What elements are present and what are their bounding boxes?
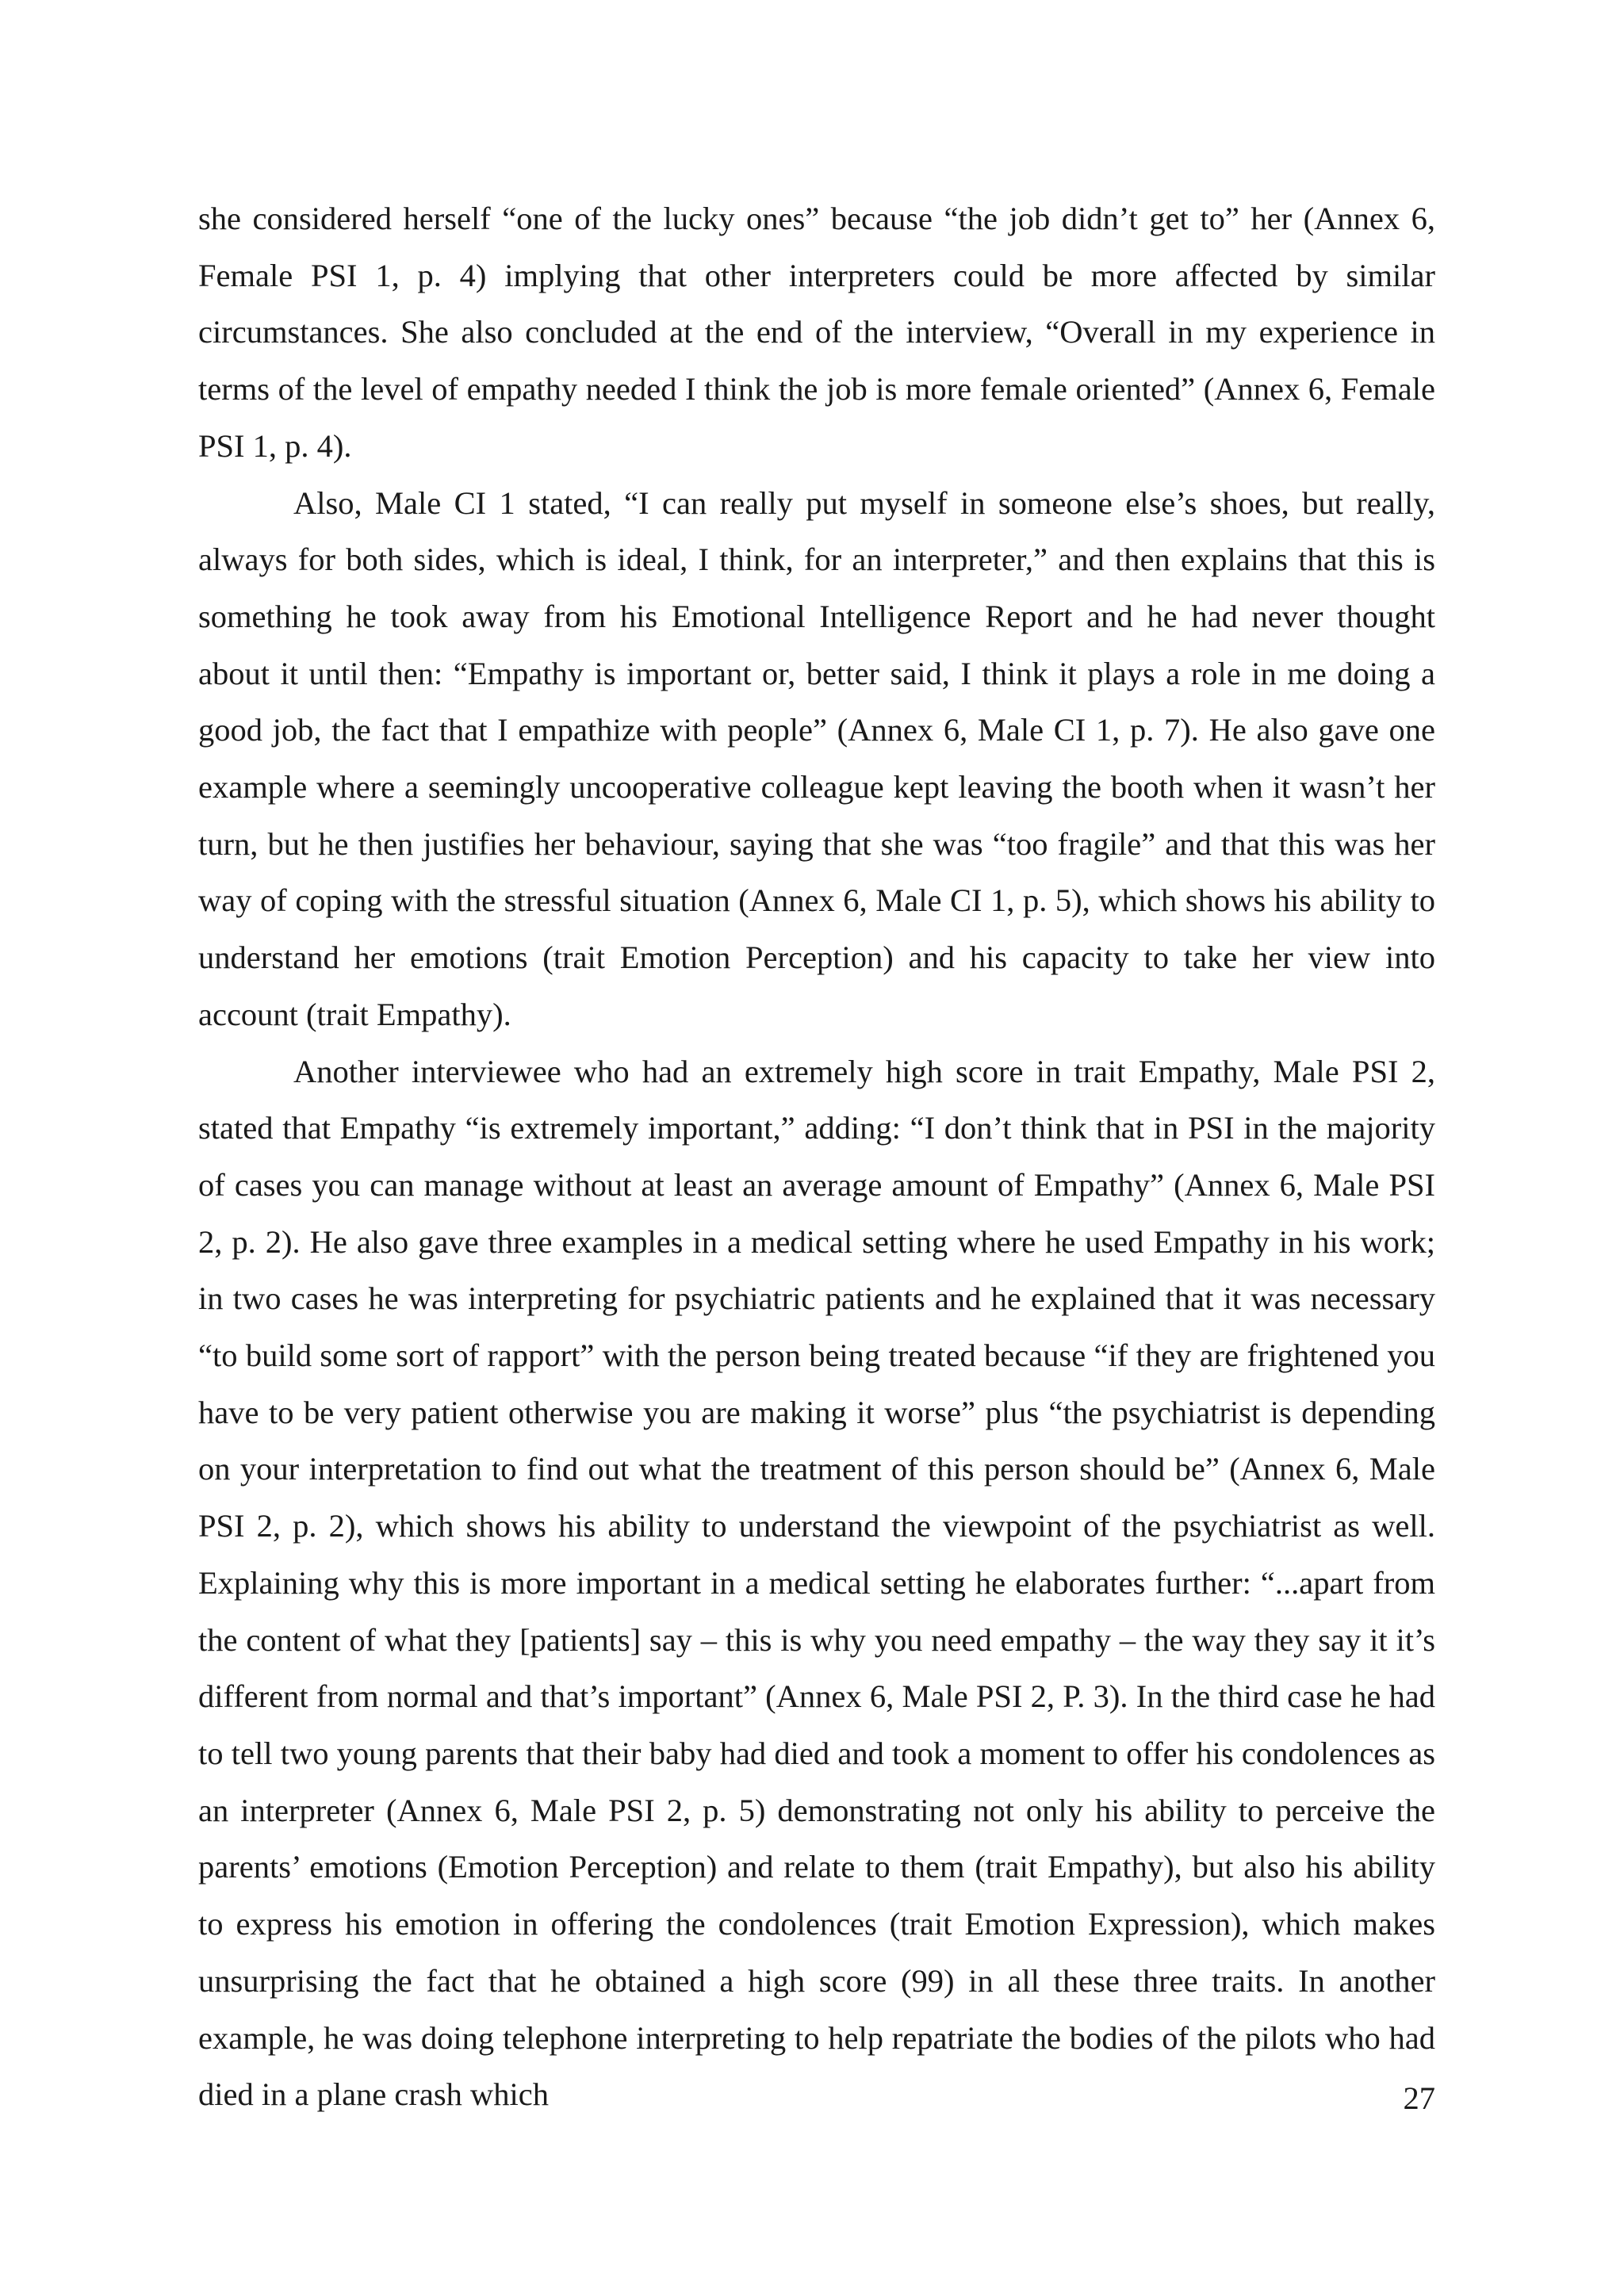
paragraph-male-ci-1: Also, Male CI 1 stated, “I can really put myself in someone else’s shoes, but really, always for both sides, which is ideal, I think, for an interpreter,” and then explains that this is something he took away from his Emotional Intelligence Report and he had never thought about it until then: “Empathy is important or, better said, I think it plays a role in me doing a good job, the fact that I empathize with people” (Annex 6, Male CI 1, p. 7). He also gave one example where a seemingly uncooperative colleague kept leaving the booth when it wasn’t her turn, but he then justifies her behaviour, saying that she was “too fragile” and that this was her way of coping with the stressful situation (Annex 6, Male CI 1, p. 5), which shows his ability to understand her emotions (trait Emotion Perception) and his capacity to take her view into account (trait Empathy). xyxy=(198,484,1435,1032)
page-number: 27 xyxy=(1403,2080,1435,2116)
body-text xyxy=(198,190,1435,2123)
paragraph-male-psi-2: Another interviewee who had an extremely high score in trait Empathy, Male PSI 2, stated that Empathy “is extremely important,” adding: “I don’t think that in PSI in the majority of cases you can manage without at least an average amount of Empathy” (Annex 6, Male PSI 2, p. 2). He also gave three examples in a medical setting where he used Empathy in his work; in two cases he was interpreting for psychiatric patients and he explained that it was necessary “to build some sort of rapport” with the person being treated because “if they are frightened you have to be very patient otherwise you are making it worse” plus “the psychiatrist is depending on your interpretation to find out what the treatment of this person should be” (Annex 6, Male PSI 2, p. 2), which shows his ability to understand the viewpoint of the psychiatrist as well. Explaining why this is more important in a medical setting he elaborates further: “...apart from the content of what they [patients] say – this is why you need empathy – the way they say it it’s different from normal and that’s important” (Annex 6, Male PSI 2, P. 3). In the third case he had to tell two young parents that their baby had died and took a moment to offer his condolences as an interpreter (Annex 6, Male PSI 2, p. 5) demonstrating not only his ability to perceive the parents’ emotions (Emotion Perception) and relate to them (trait Empathy), but also his ability to express his emotion in offering the condolences (trait Emotion Expression), which makes unsurprising the fact that he obtained a high score (99) in all these three traits. In another example, he was doing telephone interpreting to help repatriate the bodies of the pilots who had died in a plane crash which xyxy=(198,1053,1435,2113)
paragraph-continuation: she considered herself “one of the lucky ones” because “the job didn’t get to” her (Annex 6, Female PSI 1, p. 4) implying that other interpreters could be more affected by similar circumstances. She also concluded at the end of the interview, “Overall in my experience in terms of the level of empathy needed I think the job is more female oriented” (Annex 6, Female PSI 1, p. 4). xyxy=(198,201,1435,464)
